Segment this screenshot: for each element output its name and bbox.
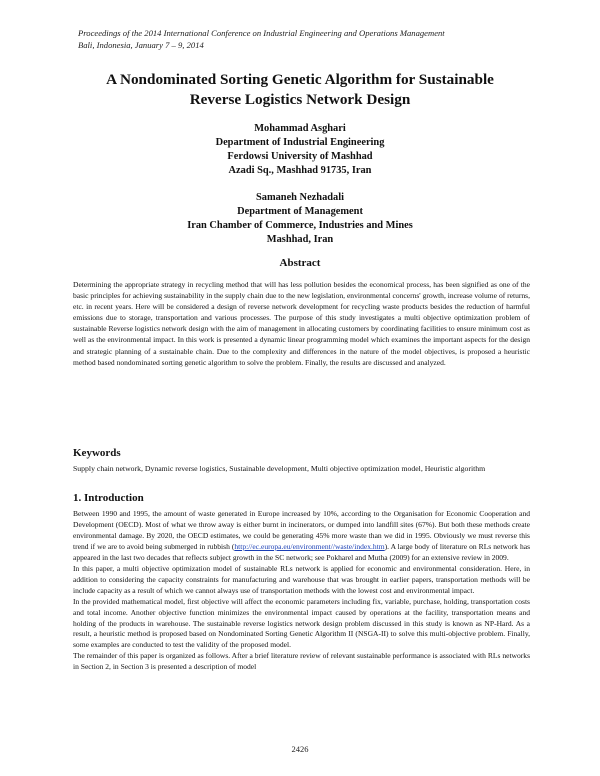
page-number: 2426 <box>291 744 309 754</box>
keywords-text: Supply chain network, Dynamic reverse logistics, Sustainable development, Multi objective optimization model, Heuristic algorithm <box>73 464 486 473</box>
header-line-1: Proceedings of the 2014 International Conference on Industrial Engineering and Operations Management <box>78 28 445 38</box>
eu-waste-link[interactable]: http://ec.europa.eu/environment//waste/index.htm <box>234 541 385 551</box>
proceedings-header <box>78 27 538 51</box>
author-department: Department of Industrial Engineering <box>215 137 385 148</box>
keywords-heading: Keywords <box>73 447 121 459</box>
author-block-2 <box>60 191 540 247</box>
author-name: Samaneh Nezhadali <box>255 192 345 203</box>
intro-paragraph-2: In this paper, a multi objective optimization model of sustainable RLs network is applied for economic and environmental consideration. Here, in addition to considering the capacity constraints for manufacturing and warehouse that was brought in earlier papers, transportation methods will be include capacity as a result of which we cannot always use of transportation methods with the lowest cost and environmental impact. <box>73 563 530 595</box>
intro-p1-text: Between 1990 and 1995, the amount of waste generated in Europe increased by 10%, according to the Organisation for Economic Cooperation and Development (OECD). Most of what we throw away is either burnt in incinerators, or dumped into landfill sites (67%). But both these methods create environmental damage. By 2020, the OECD estimates, we could be generating 45% more waste than we did in 1995. Obviously we must reverse this trend if we are to avoid being submerged in rubbish ( <box>73 509 530 551</box>
author-address: Azadi Sq., Mashhad 91735, Iran <box>228 165 372 176</box>
author-institution: Iran Chamber of Commerce, Industries and Mines <box>187 220 413 231</box>
intro-paragraph-4: The remainder of this paper is organized as follows. After a brief literature review of relevant sustainable performance is associated with RLs networks in Section 2, in Section 3 is presented a description of model <box>73 651 530 672</box>
introduction-heading: 1. Introduction <box>73 492 144 504</box>
author-name: Mohammad Asghari <box>254 123 346 134</box>
abstract-text: Determining the appropriate strategy in recycling method that will has less pollution besides the economical process, has been signified as one of the basic principles for achieving sustainability in the supply chain due to the new legislation, environmental concerns' growth, increase volume of returns, etc. in recent years. Here will be considered a design of reverse network development for recycling waste products besides the reduction of harmful emissions due to storage, transportation and various processes. The purpose of this study investigates a multi objective optimization problem of sustainable Reverse logistics network design with the aim of management in allocating customers by coordinating facilities to ensure minimum cost as well as the environmental impact. In this work is presented a dynamic linear programming model which examines the important aspects for the design and strategic planning of a sustainable chain. Due to the complexity and differences in the nature of the model objectives, is proposed a heuristic method based nondominated sorting genetic algorithm to solve the problem. Finally, the results are discussed and analyzed. <box>73 280 530 367</box>
title-line-2: Reverse Logistics Network Design <box>189 91 411 108</box>
paper-title <box>60 70 540 110</box>
intro-paragraph-1 <box>73 509 530 564</box>
header-line-2: Bali, Indonesia, January 7 – 9, 2014 <box>78 40 204 50</box>
abstract-heading: Abstract <box>279 257 321 269</box>
title-line-1: A Nondominated Sorting Genetic Algorithm for Sustainable <box>106 71 494 88</box>
author-block-1 <box>60 122 540 178</box>
author-address: Mashhad, Iran <box>266 234 334 245</box>
introduction-body <box>73 509 530 673</box>
intro-p1-text-cont: ). A large body of literature on RLs network has appeared in the last two decades that reflects subject growth in the SC network; see Pokharel and Mutha (2009) for an extensive review in 2009. <box>73 541 530 562</box>
author-department: Department of Management <box>237 206 363 217</box>
intro-paragraph-3: In the provided mathematical model, first objective will affect the economic parameters including fix, variable, purchase, holding, transportation costs and total income. Another objective function minimizes the environmental impact caused by operations at the facility, transportation means and holding of the products in warehouse. The sustainable reverse logistics network design problem discussed in this study is known as NP-Hard. As a result, a heuristic method is proposed based on Nondominated Sorting Genetic Algorithm II (NSGA-II) to solve this multi-objective problem. Finally, some examples are conducted to test the validity of the proposed model. <box>73 596 530 650</box>
author-institution: Ferdowsi University of Mashhad <box>227 151 373 162</box>
